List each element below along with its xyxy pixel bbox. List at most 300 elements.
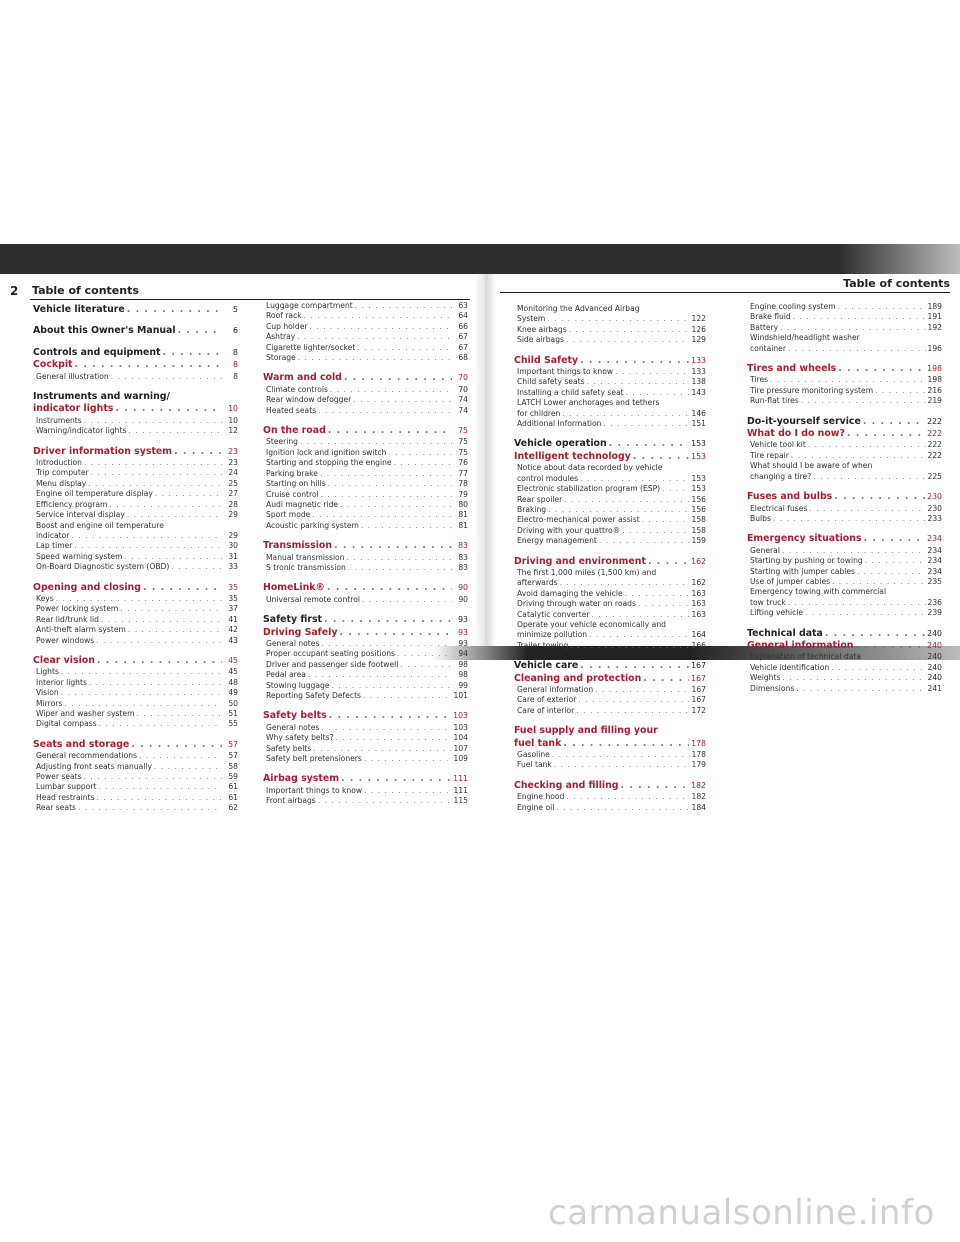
- toc-page-number: 162: [691, 578, 706, 588]
- toc-entry[interactable]: [514, 641, 706, 651]
- toc-entry[interactable]: [514, 750, 706, 760]
- toc-dot-leader: [321, 490, 452, 500]
- toc-entry[interactable]: [33, 458, 238, 468]
- toc-entry-title: indicator: [36, 530, 70, 540]
- toc-page-number: 41: [228, 614, 238, 624]
- toc-entry[interactable]: [514, 578, 706, 588]
- toc-section-heading[interactable]: [514, 673, 706, 685]
- toc-entry[interactable]: [514, 314, 706, 324]
- toc-entry[interactable]: [747, 577, 942, 587]
- toc-entry[interactable]: [33, 594, 238, 604]
- toc-entry-title: Child safety seats: [517, 377, 585, 387]
- toc-dot-leader: [633, 451, 689, 463]
- toc-entry-title: Dimensions: [750, 683, 795, 693]
- toc-entry[interactable]: [33, 426, 238, 436]
- toc-entry[interactable]: [33, 562, 238, 572]
- toc-spacer: [33, 338, 238, 347]
- toc-entry-title: Weights: [750, 673, 781, 683]
- toc-entry-title: About this Owner's Manual: [33, 325, 176, 337]
- toc-entry[interactable]: [33, 782, 238, 792]
- toc-entry[interactable]: [33, 604, 238, 614]
- toc-section-heading[interactable]: [514, 780, 706, 792]
- toc-page-number: 62: [228, 803, 238, 813]
- toc-entry[interactable]: [514, 803, 706, 813]
- toc-spacer: [263, 764, 468, 773]
- toc-entry[interactable]: [514, 792, 706, 802]
- toc-entry[interactable]: [33, 699, 238, 709]
- toc-entry[interactable]: [263, 343, 468, 353]
- toc-entry-title: On the road: [263, 425, 326, 437]
- toc-section-heading[interactable]: [263, 773, 468, 785]
- toc-entry[interactable]: [747, 514, 942, 524]
- toc-dot-leader: [595, 685, 689, 695]
- toc-dot-leader: [548, 505, 689, 515]
- toc-page-number: 230: [927, 503, 942, 513]
- toc-entry-title: Introduction: [36, 458, 82, 468]
- toc-entry-title: Tire repair: [750, 450, 789, 460]
- toc-entry[interactable]: [33, 541, 238, 551]
- toc-section-heading[interactable]: [263, 627, 468, 639]
- toc-entry[interactable]: [33, 709, 238, 719]
- toc-entry[interactable]: [514, 599, 706, 609]
- toc-page-number: 48: [228, 677, 238, 687]
- toc-entry[interactable]: [514, 630, 706, 640]
- toc-section-heading[interactable]: [747, 533, 942, 545]
- toc-page-number: 55: [228, 719, 238, 729]
- toc-entry[interactable]: [263, 786, 468, 796]
- toc-entry[interactable]: [514, 760, 706, 770]
- toc-entry-title: Battery: [750, 322, 779, 332]
- toc-dot-leader: [863, 652, 925, 662]
- toc-dot-leader: [318, 406, 452, 416]
- toc-dot-leader: [328, 479, 452, 489]
- toc-section-heading[interactable]: [33, 655, 238, 667]
- toc-section-heading[interactable]: [514, 355, 706, 367]
- toc-entry-title: Warm and cold: [263, 372, 342, 384]
- toc-dot-leader: [622, 526, 689, 536]
- toc-section-heading[interactable]: [747, 416, 942, 428]
- toc-page-number: 29: [228, 510, 238, 520]
- toc-entry[interactable]: [263, 469, 468, 479]
- toc-entry[interactable]: [263, 500, 468, 510]
- toc-entry[interactable]: [263, 660, 468, 670]
- toc-dot-leader: [64, 699, 222, 709]
- toc-entry-title: Driver information system: [33, 445, 173, 457]
- toc-entry[interactable]: [747, 587, 942, 597]
- toc-entry-title: Do-it-yourself service: [747, 415, 861, 427]
- toc-entry[interactable]: [747, 461, 942, 471]
- toc-page-number: 49: [228, 688, 238, 698]
- toc-page-number: 241: [927, 683, 942, 693]
- toc-page-number: 31: [228, 551, 238, 561]
- toc-entry[interactable]: [514, 536, 706, 546]
- toc-page-number: 74: [458, 395, 468, 405]
- toc-section-heading[interactable]: [33, 325, 238, 337]
- toc-entry[interactable]: [747, 302, 942, 312]
- toc-entry-title: Pedal area: [266, 670, 306, 680]
- toc-entry[interactable]: [263, 301, 468, 311]
- toc-entry[interactable]: [263, 723, 468, 733]
- toc-dot-leader: [638, 599, 690, 609]
- toc-dot-leader: [127, 304, 222, 316]
- toc-entry[interactable]: [747, 451, 942, 461]
- toc-entry[interactable]: [263, 521, 468, 531]
- toc-entry-title: Seats and storage: [33, 738, 130, 750]
- toc-entry-title: Gasoline: [517, 750, 550, 760]
- toc-entry-title: S tronic transmission: [266, 562, 346, 572]
- toc-entry[interactable]: [514, 419, 706, 429]
- toc-section-heading[interactable]: [514, 556, 706, 568]
- toc-entry[interactable]: [33, 636, 238, 646]
- toc-entry[interactable]: [33, 521, 238, 531]
- toc-dot-leader: [864, 533, 926, 545]
- toc-entry[interactable]: [33, 468, 238, 478]
- toc-entry[interactable]: [33, 531, 238, 541]
- toc-dot-leader: [171, 562, 222, 572]
- toc-spacer: [514, 771, 706, 780]
- toc-entry[interactable]: [33, 719, 238, 729]
- toc-entry-title: Technical data: [747, 627, 823, 639]
- toc-entry[interactable]: [514, 589, 706, 599]
- toc-entry[interactable]: [747, 608, 942, 618]
- toc-entry[interactable]: [33, 772, 238, 782]
- toc-spacer: [33, 646, 238, 655]
- toc-section-heading[interactable]: [33, 403, 238, 415]
- toc-page-number: 153: [691, 484, 706, 494]
- toc-page-number: 23: [228, 458, 238, 468]
- toc-dot-leader: [397, 649, 452, 659]
- toc-entry-title: Care of exterior: [517, 695, 577, 705]
- toc-entry-title: Avoid damaging the vehicle: [517, 588, 623, 598]
- toc-section-heading[interactable]: [33, 304, 238, 316]
- toc-spacer: [33, 382, 238, 391]
- toc-entry[interactable]: [747, 567, 942, 577]
- toc-page-number: 99: [458, 680, 468, 690]
- toc-entry[interactable]: [747, 386, 942, 396]
- toc-entry[interactable]: [514, 463, 706, 473]
- toc-section-heading[interactable]: [33, 359, 238, 371]
- toc-section-heading[interactable]: [514, 725, 706, 737]
- toc-entry[interactable]: [514, 474, 706, 484]
- toc-entry-title: Engine cooling system: [750, 302, 836, 311]
- toc-page-number: 159: [691, 536, 706, 546]
- toc-dot-leader: [865, 556, 926, 566]
- toc-entry[interactable]: [33, 751, 238, 761]
- toc-entry-title: Driving through water on roads: [517, 599, 636, 609]
- toc-dot-leader: [120, 604, 222, 614]
- toc-entry[interactable]: [263, 649, 468, 659]
- toc-dot-leader: [353, 395, 452, 405]
- toc-section-heading[interactable]: [514, 660, 706, 672]
- toc-entry[interactable]: [747, 556, 942, 566]
- toc-entry[interactable]: [33, 625, 238, 635]
- toc-entry[interactable]: [33, 372, 238, 382]
- toc-section-heading[interactable]: [747, 628, 942, 640]
- toc-entry[interactable]: [514, 515, 706, 525]
- toc-dot-leader: [330, 385, 452, 395]
- toc-entry-title: Lumbar support: [36, 782, 97, 792]
- toc-entry-title: Explanation of technical data: [750, 652, 862, 662]
- toc-entry[interactable]: [263, 563, 468, 573]
- toc-entry[interactable]: [33, 803, 238, 813]
- toc-entry[interactable]: [263, 458, 468, 468]
- toc-entry-title: Emergency situations: [747, 533, 862, 545]
- toc-dot-leader: [662, 484, 689, 494]
- toc-entry[interactable]: [514, 610, 706, 620]
- toc-entry-title: Speed warning system: [36, 551, 123, 561]
- toc-page-number: 25: [228, 478, 238, 488]
- toc-entry[interactable]: [33, 667, 238, 677]
- toc-section-heading[interactable]: [33, 391, 238, 403]
- toc-dot-leader: [304, 311, 452, 321]
- toc-entry[interactable]: [263, 406, 468, 416]
- toc-entry[interactable]: [514, 325, 706, 335]
- toc-entry[interactable]: [514, 304, 706, 314]
- toc-entry[interactable]: [747, 312, 942, 322]
- toc-entry-title: Emergency towing with commercial: [750, 587, 887, 597]
- toc-entry[interactable]: [514, 695, 706, 705]
- toc-entry[interactable]: [33, 489, 238, 499]
- toc-entry[interactable]: [263, 754, 468, 764]
- toc-entry[interactable]: [33, 416, 238, 426]
- toc-entry[interactable]: [263, 553, 468, 563]
- watermark-text: carmanualsonline.info: [548, 1193, 935, 1233]
- toc-entry-title: Fuel supply and filling your: [514, 725, 658, 737]
- toc-entry[interactable]: [263, 385, 468, 395]
- toc-page-number: 70: [458, 373, 468, 383]
- toc-entry[interactable]: [514, 620, 706, 630]
- toc-entry-title: Important things to know: [266, 785, 363, 795]
- toc-entry[interactable]: [33, 615, 238, 625]
- toc-entry[interactable]: [747, 684, 942, 694]
- toc-page-number: 30: [228, 541, 238, 551]
- toc-entry[interactable]: [747, 598, 942, 608]
- toc-page-number: 239: [927, 608, 942, 618]
- toc-entry[interactable]: [33, 552, 238, 562]
- toc-entry[interactable]: [514, 568, 706, 578]
- toc-section-heading[interactable]: [747, 491, 942, 503]
- toc-entry-title: Lifting vehicle: [750, 608, 804, 618]
- toc-entry-title: Cruise control: [266, 489, 319, 499]
- toc-spacer: [514, 429, 706, 438]
- toc-entry[interactable]: [514, 505, 706, 515]
- toc-entry[interactable]: [263, 479, 468, 489]
- toc-dot-leader: [780, 323, 925, 333]
- toc-dot-leader: [96, 636, 222, 646]
- toc-dot-leader: [61, 667, 222, 677]
- toc-entry[interactable]: [514, 335, 706, 345]
- toc-entry[interactable]: [747, 375, 942, 385]
- book-gutter: [474, 274, 496, 650]
- toc-page-number: 234: [927, 556, 942, 566]
- toc-entry[interactable]: [33, 510, 238, 520]
- toc-section-heading[interactable]: [747, 428, 942, 440]
- toc-entry-title: Manual transmission: [266, 552, 345, 562]
- toc-page-number: 153: [691, 473, 706, 483]
- toc-section-heading[interactable]: [33, 739, 238, 751]
- toc-dot-leader: [318, 796, 452, 806]
- toc-page-number: 33: [228, 562, 238, 572]
- toc-entry[interactable]: [514, 526, 706, 536]
- toc-entry-title: Power seats: [36, 772, 82, 782]
- toc-entry-title: Operate your vehicle economically and: [517, 619, 666, 629]
- toc-section-heading[interactable]: [514, 438, 706, 450]
- toc-entry-title: On-Board Diagnostic system (OBD): [36, 562, 170, 572]
- toc-entry[interactable]: [263, 311, 468, 321]
- toc-entry[interactable]: [33, 500, 238, 510]
- toc-entry[interactable]: [263, 639, 468, 649]
- toc-entry[interactable]: [263, 353, 468, 363]
- toc-dot-leader: [388, 448, 452, 458]
- toc-dot-leader: [554, 760, 690, 770]
- toc-section-heading[interactable]: [33, 582, 238, 594]
- toc-page-number: 164: [691, 630, 706, 640]
- toc-entry[interactable]: [263, 490, 468, 500]
- toc-entry-title: Fuel tank: [517, 760, 552, 770]
- toc-entry[interactable]: [747, 440, 942, 450]
- toc-section-heading[interactable]: [747, 640, 942, 652]
- toc-page-number: 111: [453, 785, 468, 795]
- toc-dot-leader: [813, 472, 925, 482]
- toc-entry-title: General notes: [266, 638, 320, 648]
- toc-entry[interactable]: [33, 688, 238, 698]
- toc-entry-title: afterwards: [517, 578, 558, 588]
- toc-section-heading[interactable]: [747, 363, 942, 375]
- toc-dot-leader: [580, 355, 689, 367]
- toc-entry-title: Digital compass: [36, 719, 97, 729]
- toc-entry[interactable]: [263, 448, 468, 458]
- toc-entry[interactable]: [747, 472, 942, 482]
- toc-entry[interactable]: [747, 546, 942, 556]
- toc-entry[interactable]: [514, 367, 706, 377]
- toc-entry[interactable]: [747, 323, 942, 333]
- toc-section-heading[interactable]: [514, 451, 706, 463]
- toc-entry[interactable]: [514, 409, 706, 419]
- toc-entry[interactable]: [263, 332, 468, 342]
- toc-dot-leader: [875, 386, 925, 396]
- toc-entry[interactable]: [747, 504, 942, 514]
- toc-entry[interactable]: [514, 377, 706, 387]
- toc-entry-title: Rear lid/trunk lid: [36, 614, 99, 624]
- toc-entry[interactable]: [263, 691, 468, 701]
- toc-dot-leader: [312, 510, 452, 520]
- toc-entry[interactable]: [33, 479, 238, 489]
- toc-entry[interactable]: [747, 673, 942, 683]
- toc-entry[interactable]: [263, 595, 468, 605]
- toc-entry[interactable]: [514, 685, 706, 695]
- toc-entry-title: Power locking system: [36, 604, 119, 614]
- toc-section-heading[interactable]: [514, 738, 706, 750]
- toc-entry-title: Parking brake: [266, 468, 318, 478]
- toc-page-number: 198: [927, 375, 942, 385]
- toc-section-heading[interactable]: [33, 446, 238, 458]
- toc-page-number: 101: [453, 691, 468, 700]
- toc-entry-title: Head restraints: [36, 792, 95, 802]
- toc-entry[interactable]: [514, 388, 706, 398]
- toc-page-number: 151: [691, 419, 706, 429]
- toc-entry-title: Starting and stopping the engine: [266, 458, 392, 468]
- toc-spacer: [747, 524, 942, 533]
- toc-entry-title: Rear spoiler: [517, 494, 563, 504]
- toc-entry-title: Starting with jumper cables: [750, 566, 855, 576]
- toc-entry[interactable]: [514, 495, 706, 505]
- toc-page-number: 146: [691, 408, 706, 418]
- toc-page-number: 83: [458, 562, 468, 572]
- toc-dot-leader: [139, 751, 222, 761]
- toc-section-heading[interactable]: [33, 347, 238, 359]
- toc-section-heading[interactable]: [263, 372, 468, 384]
- toc-entry[interactable]: [747, 396, 942, 406]
- toc-section-heading[interactable]: [263, 614, 468, 626]
- toc-entry-title: Menu display: [36, 478, 87, 488]
- toc-dot-leader: [782, 673, 925, 683]
- toc-page-number: 233: [927, 513, 942, 523]
- toc-page-number: 240: [927, 662, 942, 672]
- toc-entry[interactable]: [263, 744, 468, 754]
- toc-dot-leader: [604, 419, 690, 429]
- toc-page-number: 166: [691, 640, 706, 650]
- toc-dot-leader: [578, 695, 689, 705]
- toc-entry-title: Trip computer: [36, 468, 89, 478]
- toc-entry[interactable]: [747, 652, 942, 662]
- toc-entry[interactable]: [263, 510, 468, 520]
- toc-entry[interactable]: [263, 670, 468, 680]
- toc-section-heading[interactable]: [263, 540, 468, 552]
- toc-dot-leader: [99, 719, 222, 729]
- toc-dot-leader: [562, 409, 689, 419]
- toc-dot-leader: [560, 578, 690, 588]
- toc-dot-leader: [770, 375, 925, 385]
- toc-dot-leader: [320, 469, 452, 479]
- toc-page-number: 12: [228, 426, 238, 436]
- toc-entry[interactable]: [263, 437, 468, 447]
- toc-dot-leader: [84, 772, 222, 782]
- toc-section-heading[interactable]: [263, 710, 468, 722]
- toc-entry[interactable]: [263, 322, 468, 332]
- toc-entry-title: What do I do now?: [747, 428, 845, 440]
- toc-entry[interactable]: [33, 793, 238, 803]
- toc-entry[interactable]: [33, 678, 238, 688]
- toc-dot-leader: [801, 396, 926, 406]
- toc-entry[interactable]: [263, 681, 468, 691]
- toc-page-number: 191: [927, 312, 942, 322]
- toc-dot-leader: [808, 440, 926, 450]
- toc-page-number: 37: [228, 604, 238, 614]
- toc-dot-leader: [569, 325, 690, 335]
- toc-entry[interactable]: [33, 762, 238, 772]
- toc-entry[interactable]: [514, 706, 706, 716]
- toc-entry-title: Important things to know: [517, 367, 614, 377]
- toc-entry[interactable]: [514, 398, 706, 408]
- toc-section-heading[interactable]: [263, 582, 468, 594]
- right-header-title: Table of contents: [843, 277, 950, 290]
- toc-page-number: 57: [228, 739, 238, 749]
- toc-entry[interactable]: [747, 344, 942, 354]
- toc-entry[interactable]: [747, 663, 942, 673]
- toc-page-number: 10: [228, 415, 238, 425]
- toc-section-heading[interactable]: [263, 425, 468, 437]
- toc-entry[interactable]: [514, 484, 706, 494]
- toc-dot-leader: [340, 500, 452, 510]
- left-header-rule: [30, 299, 470, 300]
- toc-entry-title: fuel tank: [514, 737, 562, 749]
- toc-entry[interactable]: [263, 733, 468, 743]
- toc-entry-title: Tire pressure monitoring system: [750, 385, 874, 395]
- toc-entry-title: Safety belt pretensioners: [266, 754, 362, 764]
- toc-entry[interactable]: [747, 333, 942, 343]
- toc-entry[interactable]: [263, 395, 468, 405]
- toc-entry[interactable]: [263, 796, 468, 806]
